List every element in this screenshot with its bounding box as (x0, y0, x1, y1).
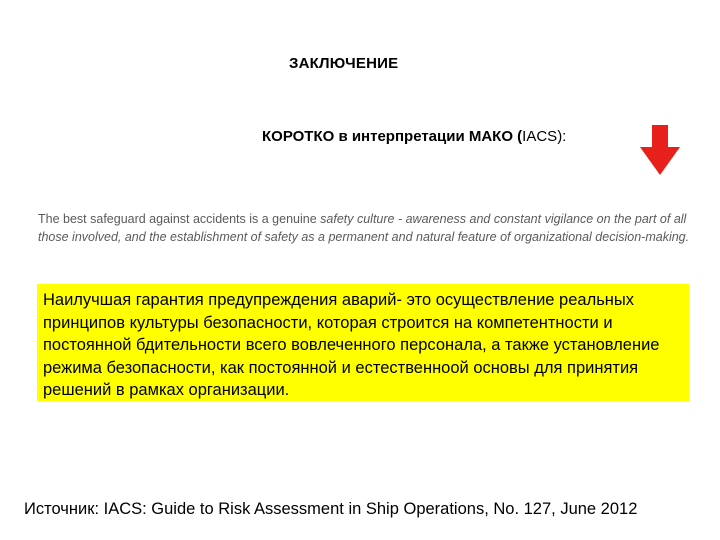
down-arrow-icon (640, 125, 680, 175)
russian-translation-box: Наилучшая гарантия предупреждения аварий- это осуществление реальных принципов культуры безопасности, которая строится на компетентности и постоянной бдительности всего вовлеченного персонала, а также установление режима безопасности, как постоянной и естественноой основы для принятия решений в рамках организации. (37, 284, 689, 401)
english-quote-part1: The best safeguard against accidents is a genuine (38, 212, 321, 226)
english-quote-part2: safety culture - awareness and constant vigilance on the part of all those involved, and the establishment of safety as a permanent and natural feature of organizational decision-making. (38, 212, 690, 244)
source-citation: Источник: IACS: Guide to Risk Assessment in Ship Operations, No. 127, June 2012 (24, 500, 638, 518)
slide-title: ЗАКЛЮЧЕНИЕ (289, 55, 399, 72)
subtitle-tail: ): (557, 128, 567, 145)
english-quote (38, 210, 710, 246)
down-arrow-shape (640, 125, 680, 175)
subtitle (262, 128, 566, 145)
subtitle-abbr: IACS (522, 128, 558, 145)
subtitle-bold: КОРОТКО в интерпретации МАКО ( (262, 128, 523, 145)
